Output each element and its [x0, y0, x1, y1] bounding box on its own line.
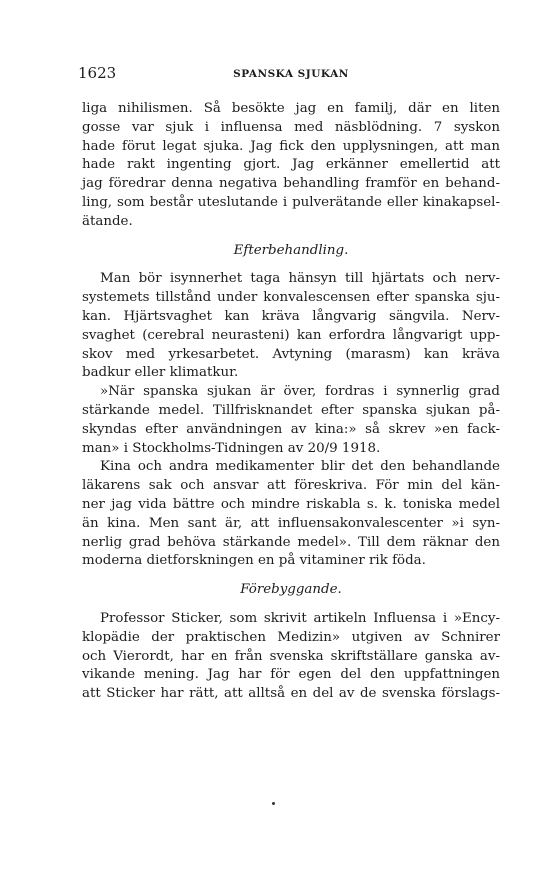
text-line: klopädie der praktischen Medizin» utgiven av Schnirer	[82, 629, 500, 645]
paragraph-3	[82, 383, 500, 458]
text-line: hade förut legat sjuka. Jag fick den upplysningen, att man	[82, 138, 500, 154]
paragraph-4	[82, 458, 500, 571]
text-line: »När spanska sjukan är över, fordras i synnerlig grad	[100, 384, 500, 400]
paragraph-1	[82, 100, 500, 232]
text-line: man» i Stockholms-Tidningen av 20/9 1918.	[82, 440, 381, 456]
text-line: gosse var sjuk i influensa med näsblödning. 7 syskon	[82, 119, 500, 135]
page-header	[78, 64, 500, 90]
text-line: hade rakt ingenting gjort. Jag erkänner emellertid att	[82, 157, 500, 173]
page-number: 1623	[78, 64, 117, 82]
running-head: SPANSKA SJUKAN	[233, 68, 349, 80]
paragraph-5	[82, 610, 500, 704]
text-line: och Vierordt, har en från svenska skriftställare ganska av-	[82, 648, 500, 664]
text-line: liga nihilismen. Så besökte jag en familj, där en liten	[82, 101, 500, 116]
text-line: badkur eller klimatkur.	[82, 365, 239, 381]
text-line: Man bör isynnerhet taga hänsyn till hjärtats och nerv-	[100, 271, 500, 287]
text-line: ner jag vida bättre och mindre riskabla s. k. toniska medel	[82, 496, 500, 512]
text-line: svaghet (cerebral neurasteni) kan erfordra långvarigt upp-	[82, 327, 500, 343]
text-line: att Sticker har rätt, att alltså en del av de svenska förslags-	[82, 686, 500, 702]
text-line: kan. Hjärtsvaghet kan kräva långvarig sängvila. Nerv-	[82, 308, 500, 324]
text-line: moderna dietforskningen en på vitaminer rik föda.	[82, 553, 426, 569]
text-line: nerlig grad behöva stärkande medel». Till dem räknar den	[82, 534, 500, 550]
text-line: läkarens sak och ansvar att föreskriva. För min del kän-	[82, 478, 500, 494]
book-page	[78, 64, 500, 704]
text-line: systemets tillstånd under konvalescensen efter spanska sju-	[82, 290, 500, 306]
text-line: vikande mening. Jag har för egen del den uppfattningen	[82, 667, 500, 683]
text-line: jag föredrar denna negativa behandling framför en behand-	[82, 176, 500, 192]
page-mark	[272, 802, 275, 805]
text-line: Professor Sticker, som skrivit artikeln Influensa i »Ency-	[100, 610, 500, 626]
text-line: stärkande medel. Tillfrisknandet efter spanska sjukan på-	[82, 402, 500, 418]
text-line: ätande.	[82, 213, 133, 229]
text-line: Kina och andra medikamenter blir det den behandlande	[100, 459, 500, 475]
body-text	[82, 100, 500, 704]
section-heading-forebyggande: Förebyggande.	[240, 582, 342, 598]
text-line: skov med yrkesarbetet. Avtyning (marasm) kan kräva	[82, 346, 500, 362]
text-line: än kina. Men sant är, att influensakonvalescenter »i syn-	[82, 515, 500, 531]
text-line: skyndas efter användningen av kina:» så skrev »en fack-	[82, 421, 500, 437]
text-line: ling, som består uteslutande i pulverätande eller kinakapsel-	[82, 194, 500, 210]
section-heading-efterbehandling: Efterbehandling.	[233, 242, 349, 258]
paragraph-2	[82, 270, 500, 383]
